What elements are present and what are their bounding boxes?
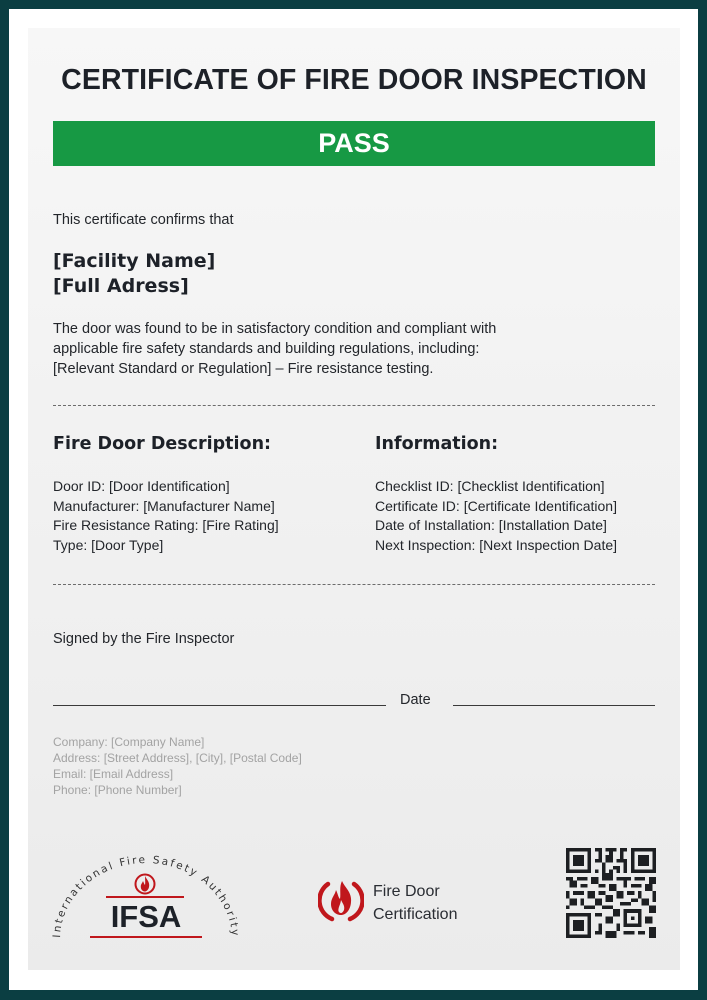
divider: [53, 584, 655, 585]
description-item: Manufacturer: [Manufacturer Name]: [53, 497, 275, 514]
contact-phone: Phone: [Phone Number]: [53, 783, 182, 797]
description-item: Type: [Door Type]: [53, 536, 164, 553]
signature-line[interactable]: [53, 705, 386, 706]
information-item: Date of Installation: [Installation Date]: [375, 517, 607, 533]
description-item: Fire Resistance Rating: [Fire Rating]: [53, 517, 279, 533]
ifsa-top-rule: [106, 896, 184, 898]
contact-block: [53, 734, 302, 798]
status-banner: PASS: [53, 121, 655, 166]
description-list: [53, 477, 279, 555]
contact-company: Company: [Company Name]: [53, 735, 205, 749]
information-heading: Information:: [375, 434, 499, 454]
description-item: Door ID: [Door Identification]: [53, 478, 230, 494]
svg-text:International Fire Safety Auth: International Fire Safety Authority: [50, 855, 242, 939]
fire-door-certification-text: [373, 880, 457, 926]
contact-address: Address: [Street Address], [City], [Postal Code]: [53, 751, 302, 765]
divider: [53, 405, 655, 406]
date-label: Date: [400, 692, 431, 708]
date-line[interactable]: [453, 705, 655, 706]
ifsa-bottom-rule: [90, 936, 202, 938]
statement-line: [Relevant Standard or Regulation] – Fire resistance testing.: [53, 361, 434, 377]
facility-address: [Full Adress]: [53, 275, 189, 297]
compliance-statement: [53, 319, 496, 379]
information-item: Certificate ID: [Certificate Identification]: [375, 497, 617, 514]
description-heading: Fire Door Description:: [53, 434, 272, 454]
ifsa-logo: [48, 855, 244, 955]
ifsa-abbr: IFSA: [110, 899, 182, 934]
certificate-title: CERTIFICATE OF FIRE DOOR INSPECTION: [61, 64, 647, 96]
contact-email: Email: [Email Address]: [53, 767, 174, 781]
fdc-line-1: Fire Door: [373, 883, 440, 900]
statement-line: applicable fire safety standards and building regulations, including:: [53, 341, 480, 357]
statement-line: The door was found to be in satisfactory condition and compliant with: [53, 321, 497, 337]
signature-label: Signed by the Fire Inspector: [53, 631, 235, 647]
flame-icon: [134, 873, 156, 895]
intro-text: This certificate confirms that: [53, 212, 234, 228]
qr-code-icon[interactable]: [566, 848, 656, 938]
information-item: Checklist ID: [Checklist Identification]: [375, 478, 605, 494]
information-list: [375, 477, 617, 555]
information-item: Next Inspection: [Next Inspection Date]: [375, 536, 618, 553]
facility-name: [Facility Name]: [53, 250, 216, 272]
fire-door-flame-icon: [318, 878, 364, 924]
fdc-line-2: Certification: [373, 906, 458, 923]
